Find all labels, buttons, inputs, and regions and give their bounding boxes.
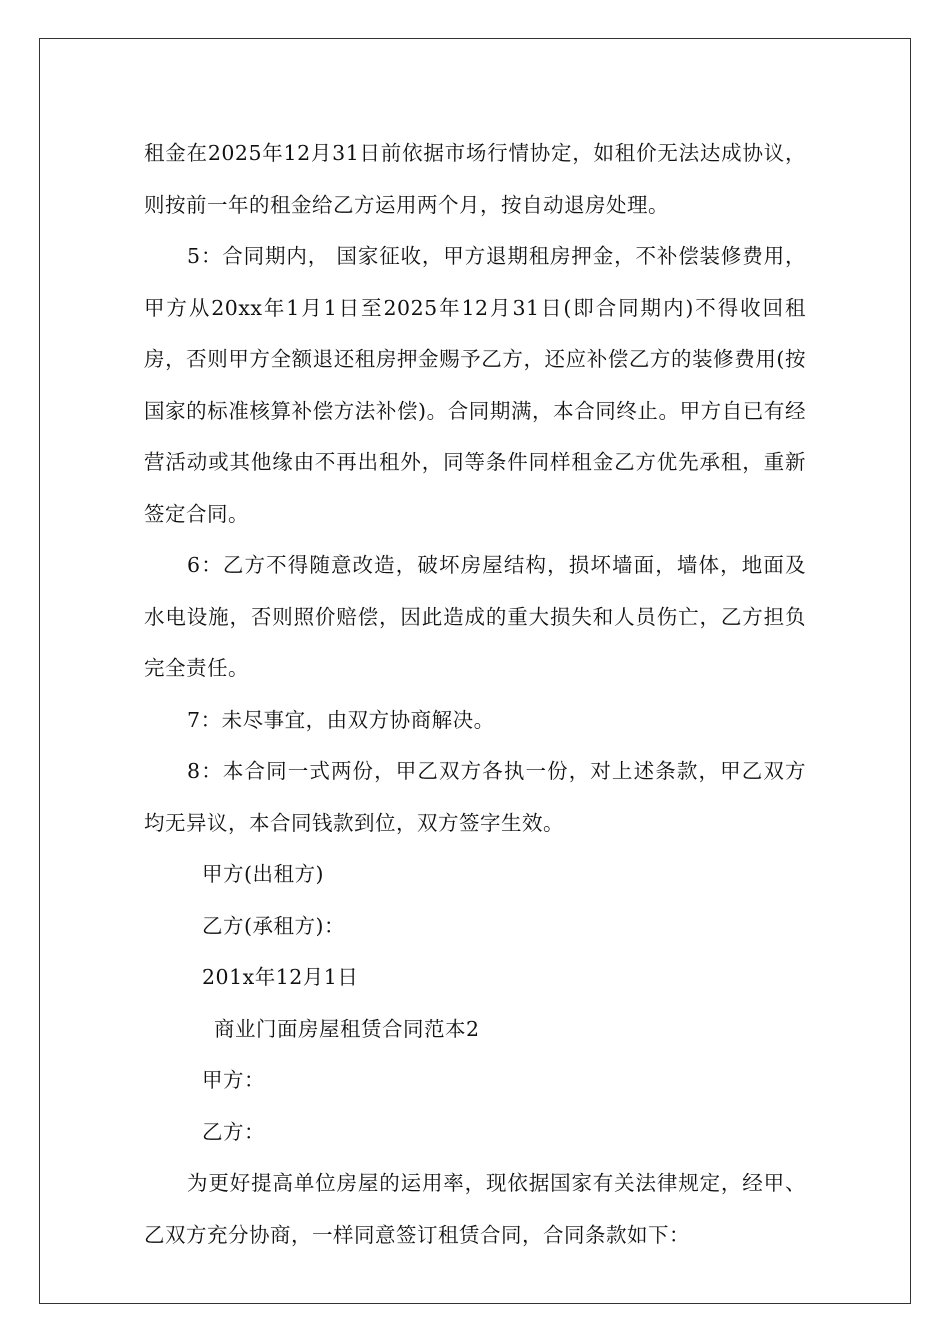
paragraph-clause-5: 5：合同期内， 国家征收，甲方退期租房押金，不补偿装修费用，甲方从20xx年1月1日至2025年12月31日(即合同期内)不得收回租房，否则甲方全额退还租房押金赐予乙方，还应补偿乙方的装修费用(按国家的标准核算补偿方法补偿)。合同期满，本合同终止。甲方自已有经营活动或其他缘由不再出租外，同等条件同样租金乙方优先承租，重新签定合同。 (144, 244, 806, 526)
party-a-lessor-label: 甲方(出租方) (202, 862, 324, 886)
paragraph-clause-7: 7：未尽事宜，由双方协商解决。 (187, 707, 495, 732)
party-b-label: 乙方： (202, 1119, 265, 1144)
paragraph-intro: 为更好提高单位房屋的运用率，现依据国家有关法律规定，经甲、乙双方充分协商，一样同意签订租赁合同，合同条款如下： (144, 1171, 806, 1247)
party-b-lessee-label: 乙方(承租方)： (202, 913, 345, 938)
party-a-label: 甲方： (202, 1068, 265, 1092)
document-body (144, 128, 806, 1261)
section-title: 商业门面房屋租赁合同范本2 (214, 1016, 480, 1041)
paragraph-clause-6: 6：乙方不得随意改造，破坏房屋结构，损坏墙面，墙体，地面及水电设施，否则照价赔偿，因此造成的重大损失和人员伤亡，乙方担负完全责任。 (144, 553, 806, 680)
signing-date: 201x年12月1日 (202, 965, 359, 989)
paragraph-clause-8: 8：本合同一式两份，甲乙双方各执一份，对上述条款，甲乙双方均无异议，本合同钱款到位，双方签字生效。 (144, 759, 806, 835)
paragraph-rent-negotiation: 租金在2025年12月31日前依据市场行情协定，如租价无法达成协议，则按前一年的租金给乙方运用两个月，按自动退房处理。 (144, 141, 806, 217)
